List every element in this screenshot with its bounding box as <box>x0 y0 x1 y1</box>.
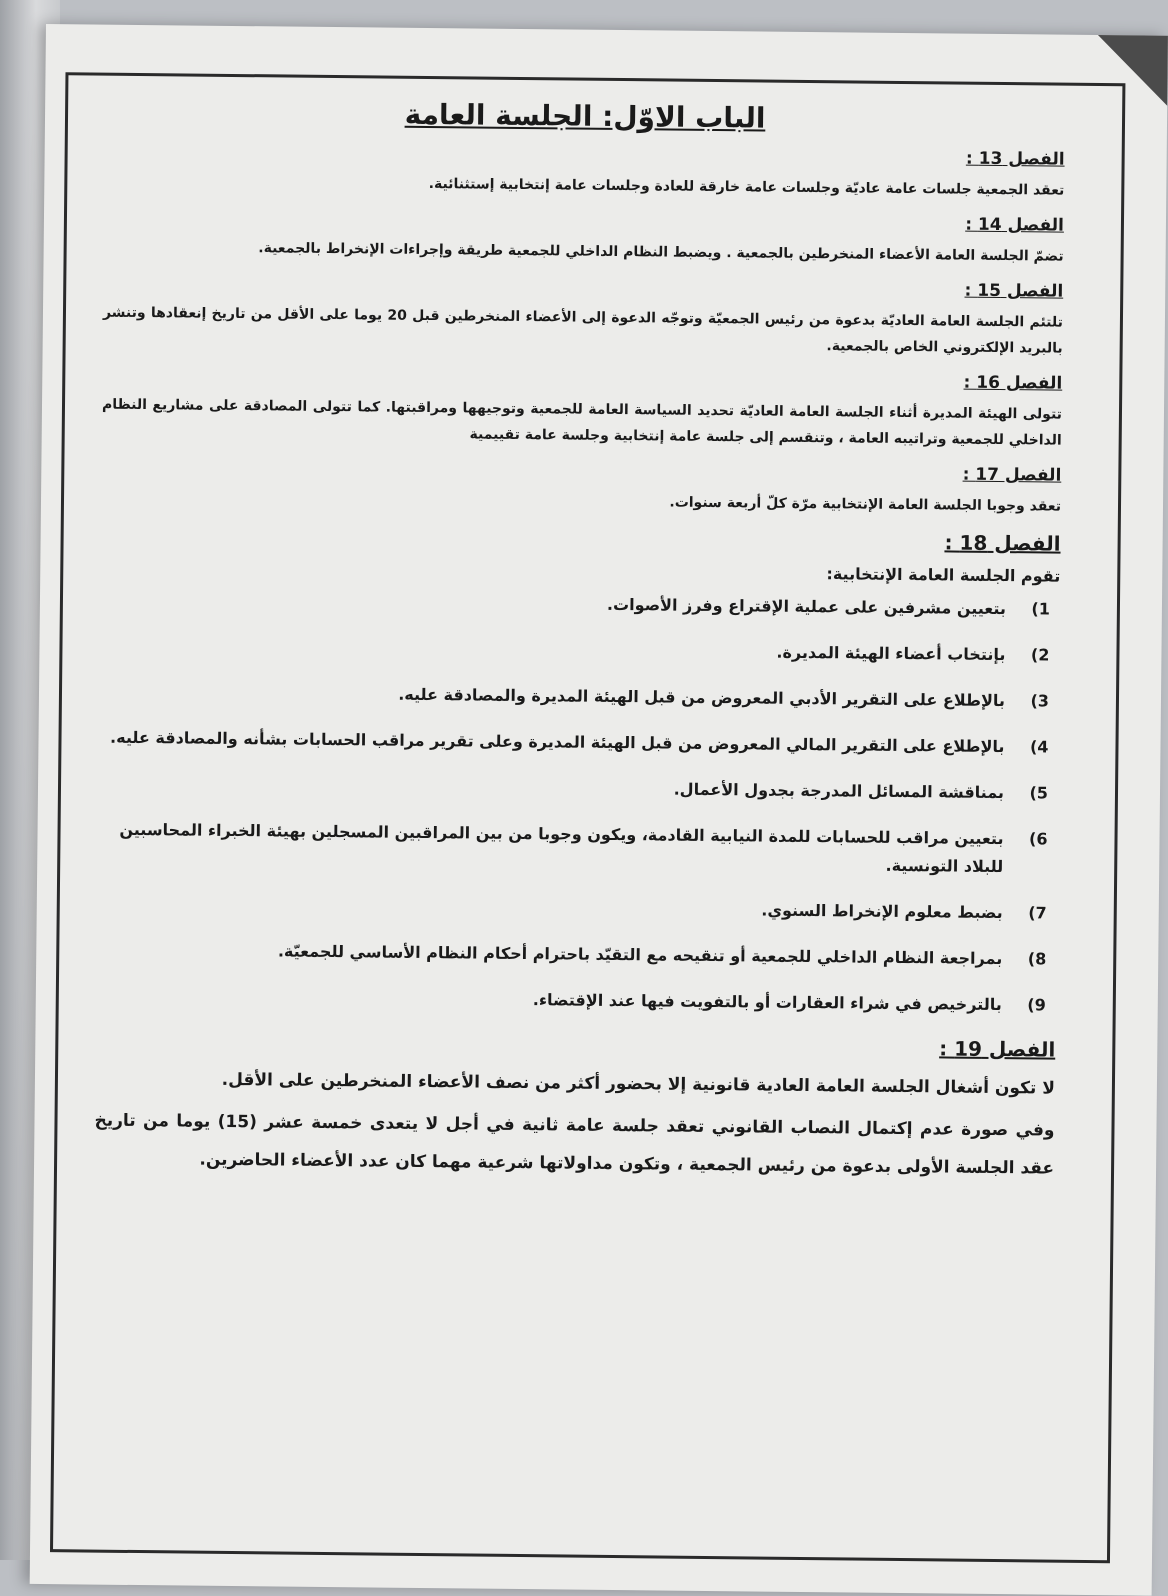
section-paragraph: تلتئم الجلسة العامة العاديّة بدعوة من رئيس الجمعيّة وتوجّه الدعوة إلى الأعضاء المنخرطين قبل 20 يوما على الأقل من تاريخ إنعقادها وتنشر بالبريد الإلكتروني الخاص بالجمعية. <box>102 304 1064 357</box>
item-number: 8) <box>1027 949 1047 969</box>
item-text: بمراجعة النظام الداخلي للجمعية أو تنقيحه مع التقيّد باحترام أحكام النظام الأساسي للجمعيّة. <box>277 941 1003 969</box>
item-text: بالترخيص في شراء العقارات أو بالتفويت فيها عند الإقتضاء. <box>532 990 1002 1015</box>
chapter-title: الباب الاوّل: الجلسة العامة <box>404 97 766 135</box>
item-number: 3) <box>1030 691 1050 711</box>
item-number: 7) <box>1028 903 1047 923</box>
item-number: 9) <box>1027 995 1046 1015</box>
list-item <box>98 770 1058 808</box>
item-number: 5) <box>1029 783 1049 803</box>
section-heading: الفصل 13 : <box>965 148 1065 170</box>
section-heading: الفصل 16 : <box>963 372 1063 394</box>
list-item <box>99 632 1059 670</box>
section-paragraph: لا تكون أشغال الجلسة العامة العادية قانونية إلا بحضور أكثر من نصف الأعضاء المنخرطين على الأقل. <box>221 1069 1056 1099</box>
section-16 <box>102 364 1063 454</box>
item-text: بضبط معلوم الإنخراط السنوي. <box>761 900 1003 923</box>
section-paragraph: تتولى الهيئة المديرة أثناء الجلسة العامة العاديّة تحديد السياسة العامة للجمعية وتوجيهها ومراقبتها. كما تتولى المصادقة على مشاريع النظام الداخلي للجمعية وتراتيبه العامة ، وتنقسم إلى جلسة عامة إنتخابية وجلسة عامة تقييمية <box>101 396 1063 449</box>
section-15 <box>103 272 1064 362</box>
section-heading: الفصل 18 : <box>944 530 1061 556</box>
item-text: بمناقشة المسائل المدرجة بجدول الأعمال. <box>673 779 1005 803</box>
section-heading: الفصل 17 : <box>962 464 1062 486</box>
section-heading: الفصل 19 : <box>939 1036 1056 1062</box>
section-paragraph: تضمّ الجلسة العامة الأعضاء المنخرطين بالجمعية . ويضبط النظام الداخلي للجمعية طريقة وإجراءات الإنخراط بالجمعية. <box>258 240 1064 265</box>
duties-list <box>96 586 1060 1020</box>
section-13 <box>104 140 1065 204</box>
list-item <box>99 678 1059 716</box>
document-page <box>30 24 1168 1596</box>
item-number: 1) <box>1031 599 1051 619</box>
section-intro: تقوم الجلسة العامة الإنتخابية: <box>826 564 1061 586</box>
section-paragraph: تعقد وجوبا الجلسة العامة الإنتخابية مرّة كلّ أربعة سنوات. <box>669 494 1062 515</box>
item-number: 4) <box>1029 737 1049 757</box>
item-text: بتعيين مشرفين على عملية الإقتراع وفرز الأصوات. <box>606 594 1007 619</box>
item-text: بالإطلاع على التقرير المالي المعروض من قبل الهيئة المديرة وعلى تقرير مراقب الحسابات بشأنه والمصادقة عليه. <box>110 727 1005 757</box>
item-text: بالإطلاع على التقرير الأدبي المعروض من قبل الهيئة المديرة والمصادقة عليه. <box>398 684 1006 711</box>
list-item <box>96 982 1056 1020</box>
item-text: بإنتخاب أعضاء الهيئة المديرة. <box>776 642 1006 665</box>
list-item <box>100 586 1060 624</box>
section-14 <box>104 206 1065 270</box>
item-number: 6) <box>1028 829 1048 849</box>
list-item <box>96 936 1056 974</box>
item-text: بتعيين مراقب للحسابات للمدة النيابية القادمة، ويكون وجوبا من بين المراقبين المسجلين بهيئة الخبراء المحاسبين للبلاد التونسية. <box>119 819 1004 877</box>
section-paragraph: تعقد الجمعية جلسات عامة عاديّة وجلسات عامة خارقة للعادة وجلسات عامة إنتخابية إستثنائية. <box>428 176 1065 199</box>
section-paragraph: وفي صورة عدم إكتمال النصاب القانوني تعقد جلسة عامة ثانية في أجل لا يتعدى خمسة عشر (15) يوما من تاريخ عقد الجلسة الأولى بدعوة من رئيس الجمعية ، وتكون مداولاتها شرعية مهما كان عدد الأعضاء الحاضرين. <box>94 1110 1055 1179</box>
item-number: 2) <box>1030 645 1050 665</box>
section-17 <box>101 456 1062 520</box>
document-content <box>94 95 1065 1192</box>
section-18 <box>96 522 1061 1020</box>
section-19 <box>94 1028 1056 1188</box>
list-item <box>97 890 1057 928</box>
section-heading: الفصل 14 : <box>965 214 1065 236</box>
list-item <box>98 724 1058 762</box>
section-heading: الفصل 15 : <box>964 280 1064 302</box>
list-item <box>97 816 1058 882</box>
